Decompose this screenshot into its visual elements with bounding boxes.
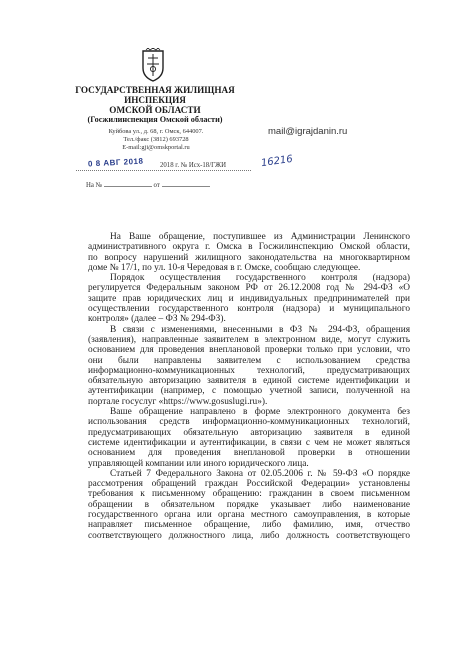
organization-name [70, 85, 240, 125]
organization-address [86, 128, 226, 152]
address-phone: Тел./факс (3812) 693728 [123, 136, 189, 143]
body-line: они были направлены заявителем с использованием средства [88, 355, 410, 366]
reference-line [86, 180, 266, 189]
body-line: обращении в обязательном порядке указывает либо наименование [88, 499, 410, 510]
body-line: основанием для проведения внеплановой проверки только при условии, что [88, 345, 410, 356]
body-line: управляющей компании или иного юридического лица. [88, 458, 309, 469]
body-line: соответствующего должностного лица, либо должность соответствующего [88, 530, 410, 541]
org-line-2: ИНСПЕКЦИЯ [124, 95, 186, 105]
body-line: аутентификации (например, с помощью учетной записи, полученной на [88, 386, 410, 397]
ref-from: от [153, 182, 160, 189]
body-line: информационно-коммуникационных технологий, предусматривающих [88, 365, 410, 376]
body-line: основанием для проведения внеплановой проверки в отношении [88, 448, 410, 459]
recipient-email: mail@igrajdanin.ru [268, 126, 348, 137]
registration-line [76, 153, 296, 174]
address-email: E-mail:gji@omskportal.ru [122, 144, 190, 151]
body-line: На Ваше обращение, поступившее из Администрации Ленинского [110, 232, 410, 242]
body-line: Порядок осуществления государственного контроля (надзора) [110, 273, 410, 284]
body-line: рассмотрения обращений граждан Российской Федерации» установлены [88, 479, 410, 490]
body-line: В связи с изменениями, внесенными в ФЗ № 294-ФЗ, обращения [110, 324, 410, 335]
coat-of-arms-icon [140, 48, 166, 82]
address-street: Куйбова ул., д. 68, г. Омск, 644007. [108, 128, 204, 135]
body-line: (заявления), направленные заявителем в электронном виде, могут служить [88, 334, 410, 345]
body-line: государственного органа или органа местного самоуправления, в которые [88, 510, 410, 521]
body-line: портале госуслуг «https://www.gosuslugi.ru»). [88, 396, 268, 407]
body-line: осуществлении государственного контроля (надзора) и муниципального [88, 304, 410, 315]
body-line: по вопросу нарушений жилищного законодательства на многоквартирном [88, 252, 410, 263]
ref-number-blank [104, 180, 152, 187]
org-line-4: (Госжилинспекция Омской области) [87, 115, 223, 124]
ref-date-blank [162, 180, 210, 187]
body-line: требования к письменному обращению: гражданин в своем письменном [88, 489, 410, 500]
ref-label: На № [86, 182, 103, 189]
registration-text: 2018 г. № Исх-18/ГЖИ [160, 162, 227, 169]
body-line: системе идентификации и аутентификации, в связи с чем не может являться [88, 437, 410, 448]
body-line: регулируется Федеральным законом РФ от 26.12.2008 год № 294-ФЗ «О [88, 283, 410, 294]
handwritten-number: 16216 [260, 153, 294, 170]
body-line: доме № 17/1, по ул. 10-я Чередовая в г. Омске, сообщаю следующее. [88, 262, 361, 273]
body-line: использования средств информационно-коммуникационных технологий, [88, 417, 410, 428]
body-line: административного округа г. Омска в Госжилинспекцию Омской области, [88, 242, 410, 253]
body-line: защите прав юридических лиц и индивидуальных предпринимателей при [88, 293, 410, 304]
date-stamp: 0 8 АВГ 2018 [87, 156, 144, 169]
body-line: Статьей 7 Федерального Закона от 02.05.2006 г. № 59-ФЗ «О порядке [110, 468, 410, 479]
org-line-3: ОМСКОЙ ОБЛАСТИ [109, 105, 201, 115]
registration-underline [76, 170, 251, 171]
body-line: обязательную авторизацию заявителя в единой системе идентификации и [88, 376, 410, 387]
body-line: направляет письменное обращение, либо фамилию, имя, отчество [88, 520, 410, 531]
body-line: контроля» (далее – ФЗ № 294-ФЗ). [88, 314, 226, 325]
letter-body [88, 232, 410, 541]
org-line-1: ГОСУДАРСТВЕННАЯ ЖИЛИЩНАЯ [75, 85, 235, 95]
body-line: предусматривающих обязательную авторизацию заявителя в единой [88, 427, 410, 438]
body-line: Ваше обращение направлено в форме электронного документа без [110, 407, 410, 418]
